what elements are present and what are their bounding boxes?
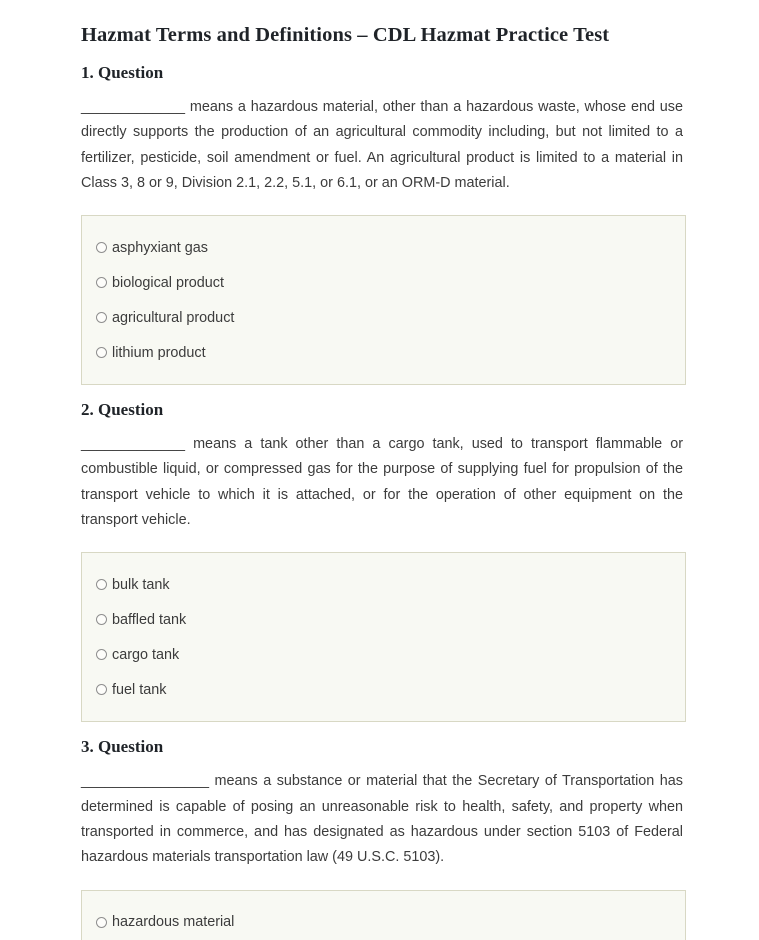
- answers-box-2: [81, 552, 686, 722]
- question-text-2: _____________ means a tank other than a cargo tank, used to transport flammable or combustible liquid, or compressed gas for the purpose of supplying fuel for propulsion of the transport vehicle to which it is attached, or for the operation of other equipment on the transport vehicle.: [81, 436, 683, 529]
- answer-list-2: [82, 567, 685, 707]
- answers-box-3: [81, 890, 686, 940]
- question-block-2: [81, 385, 687, 722]
- answer-option-label: asphyxiant gas: [112, 239, 208, 256]
- radio-unchecked-icon[interactable]: [96, 347, 107, 358]
- question-block-1: [81, 48, 687, 385]
- answer-option-label: hazardous material: [112, 914, 235, 931]
- answer-option-label: cargo tank: [112, 646, 180, 663]
- radio-unchecked-icon[interactable]: [96, 312, 107, 323]
- radio-unchecked-icon[interactable]: [96, 649, 107, 660]
- radio-unchecked-icon[interactable]: [96, 242, 107, 253]
- answer-option-label: lithium product: [112, 344, 206, 361]
- question-text-3: ________________ means a substance or material that the Secretary of Transportation has determined is capable of posing an unreasonable risk to health, safety, and property when transported in commerce, and has designated as hazardous under section 5103 of Federal hazardous materials transportation law (49 U.S.C. 5103).: [81, 773, 683, 866]
- answer-list-3: [82, 905, 685, 940]
- question-block-3: [81, 722, 687, 939]
- radio-unchecked-icon[interactable]: [96, 614, 107, 625]
- question-text-1: _____________ means a hazardous material, other than a hazardous waste, whose end use directly supports the production of an agricultural commodity including, but not limited to a fertilizer, pesticide, soil amendment or fuel. An agricultural product is limited to a material in Class 3, 8 or 9, Division 2.1, 2.2, 5.1, or 6.1, or an ORM-D material.: [81, 99, 683, 191]
- question-heading-1: 1. Question: [81, 63, 164, 82]
- answer-option-2-4[interactable]: [82, 672, 685, 707]
- answer-option-label: fuel tank: [112, 681, 167, 698]
- radio-unchecked-icon[interactable]: [96, 684, 107, 695]
- answer-option-2-3[interactable]: [82, 637, 685, 672]
- answer-option-2-2[interactable]: [82, 602, 685, 637]
- radio-unchecked-icon[interactable]: [96, 579, 107, 590]
- radio-unchecked-icon[interactable]: [96, 917, 107, 928]
- answer-option-3-1[interactable]: [82, 905, 685, 940]
- question-heading-3: 3. Question: [81, 737, 164, 757]
- answer-option-label: baffled tank: [112, 611, 187, 628]
- answer-option-label: agricultural product: [112, 309, 235, 326]
- question-heading-2: 2. Question: [81, 400, 164, 420]
- answers-box-1: [81, 215, 686, 385]
- answer-option-1-2[interactable]: [82, 265, 685, 300]
- answer-option-label: biological product: [112, 274, 224, 291]
- answer-list-1: [82, 230, 685, 370]
- answer-option-1-3[interactable]: [82, 300, 685, 335]
- answer-option-label: bulk tank: [112, 576, 170, 593]
- answer-option-2-1[interactable]: [82, 567, 685, 602]
- answer-option-1-1[interactable]: [82, 230, 685, 265]
- page-title: Hazmat Terms and Definitions – CDL Hazmat Practice Test: [81, 24, 610, 46]
- radio-unchecked-icon[interactable]: [96, 277, 107, 288]
- content-container: [81, 0, 687, 940]
- answer-option-1-4[interactable]: [82, 335, 685, 370]
